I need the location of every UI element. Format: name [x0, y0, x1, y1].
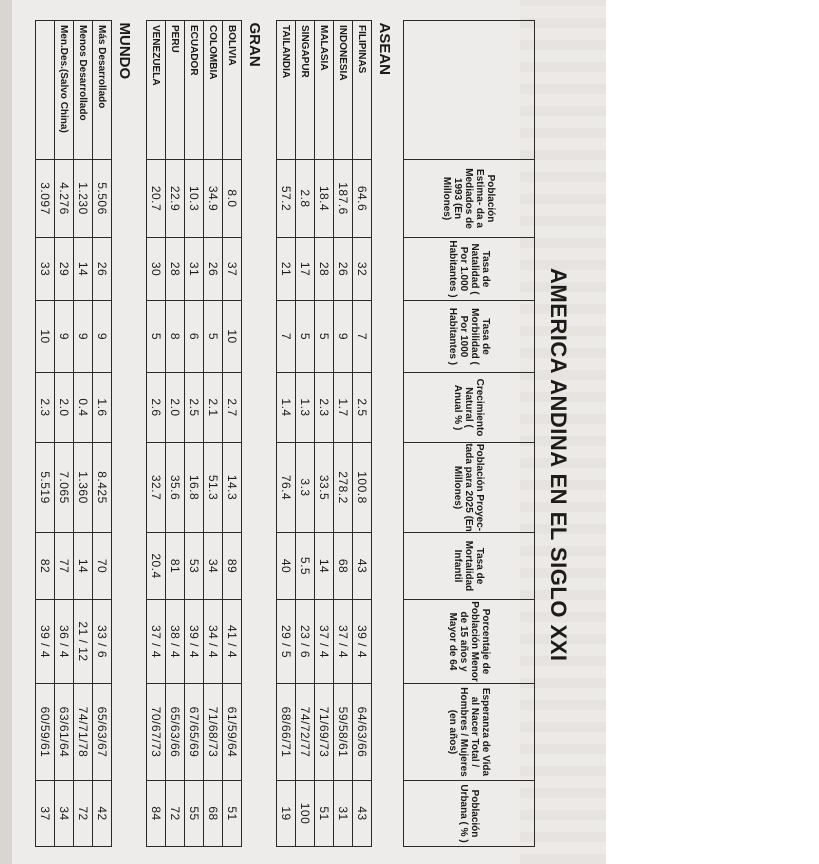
data-cell: 59/58/61	[334, 684, 353, 781]
data-cell: 4.276	[55, 160, 74, 238]
column-header: Porcentaje de Población Menor de 15 años y Mayor de 64	[404, 600, 535, 684]
data-cell: 16.8	[185, 443, 204, 533]
data-cell: 41 / 4	[223, 600, 242, 684]
data-cell: 33 / 6	[93, 600, 112, 684]
row-label: SINGAPUR	[296, 21, 315, 160]
data-cell: 51	[223, 781, 242, 847]
data-cell: 36 / 4	[55, 600, 74, 684]
data-cell: 10.3	[185, 160, 204, 238]
page-margin	[0, 0, 12, 864]
row-label: PERU	[166, 21, 185, 160]
table-row	[36, 21, 55, 847]
data-cell: 38 / 4	[166, 600, 185, 684]
data-cell: 8.0	[223, 160, 242, 238]
data-cell: 7	[353, 301, 372, 373]
row-label: BOLIVIA	[223, 21, 242, 160]
row-label: MALASIA	[315, 21, 334, 160]
section-gap	[138, 21, 147, 847]
data-cell: 1.360	[74, 443, 93, 533]
row-label: Más Desarrollado	[93, 21, 112, 160]
data-cell: 51	[315, 781, 334, 847]
data-cell: 3.097	[36, 160, 55, 238]
data-cell: 9	[55, 301, 74, 373]
gap-cell	[398, 21, 404, 847]
data-cell: 10	[223, 301, 242, 373]
data-cell: 74/71/78	[74, 684, 93, 781]
data-cell: 34.9	[204, 160, 223, 238]
data-cell: 29 / 5	[277, 600, 296, 684]
data-cell: 60/59/61	[36, 684, 55, 781]
data-cell: 20.4	[147, 533, 166, 600]
data-cell: 1.6	[93, 373, 112, 443]
data-cell: 84	[147, 781, 166, 847]
section-label: MUNDO	[116, 22, 134, 80]
data-cell: 9	[93, 301, 112, 373]
data-cell: 34 / 4	[204, 600, 223, 684]
table-row	[353, 21, 372, 847]
data-cell: 32.7	[147, 443, 166, 533]
data-cell: 64.6	[353, 160, 372, 238]
data-cell: 55	[185, 781, 204, 847]
column-header: Esperanza de Vida al Nacer Total / Hombres / Mujeres (en años)	[404, 684, 535, 781]
data-cell: 187.6	[334, 160, 353, 238]
data-table	[35, 20, 535, 847]
data-cell: 2.0	[55, 373, 74, 443]
data-cell: 28	[166, 238, 185, 301]
table-row	[93, 21, 112, 847]
data-cell: 5.506	[93, 160, 112, 238]
data-cell: 26	[204, 238, 223, 301]
column-header: Tasa de Mortalidad Infantil	[404, 533, 535, 600]
data-cell: 8.425	[93, 443, 112, 533]
data-cell: 31	[334, 781, 353, 847]
gap-cell	[138, 21, 147, 847]
row-label: VENEZUELA	[147, 21, 166, 160]
section-label: ASEAN	[376, 22, 394, 76]
data-cell: 26	[93, 238, 112, 301]
table-row	[204, 21, 223, 847]
column-header: Población Urbana ( % )	[404, 781, 535, 847]
data-cell: 51.3	[204, 443, 223, 533]
data-cell: 2.3	[315, 373, 334, 443]
data-cell: 82	[36, 533, 55, 600]
column-header: Crecimiento Natural ( Anual % )	[404, 373, 535, 443]
column-header: Población Proyec- tada para 2025 (En Millones)	[404, 443, 535, 533]
data-cell: 37 / 4	[315, 600, 334, 684]
data-cell: 14	[74, 238, 93, 301]
data-cell: 43	[353, 533, 372, 600]
data-cell: 1.230	[74, 160, 93, 238]
data-cell: 21 / 12	[74, 600, 93, 684]
row-label: COLOMBIA	[204, 21, 223, 160]
data-cell: 43	[353, 781, 372, 847]
data-cell: 100.8	[353, 443, 372, 533]
data-cell: 70	[93, 533, 112, 600]
data-cell: 23 / 6	[296, 600, 315, 684]
data-cell: 53	[185, 533, 204, 600]
data-cell: 9	[334, 301, 353, 373]
data-cell: 0.4	[74, 373, 93, 443]
row-label: TAILANDIA	[277, 21, 296, 160]
data-cell: 89	[223, 533, 242, 600]
data-cell: 65/63/66	[166, 684, 185, 781]
data-cell: 30	[147, 238, 166, 301]
section-gap	[398, 21, 404, 847]
table-row	[55, 21, 74, 847]
data-cell: 20.7	[147, 160, 166, 238]
data-cell: 18.4	[315, 160, 334, 238]
data-cell: 37	[36, 781, 55, 847]
data-cell: 70/67/73	[147, 684, 166, 781]
row-label: INDONESIA	[334, 21, 353, 160]
data-cell: 5.5	[296, 533, 315, 600]
row-label	[36, 21, 55, 160]
data-cell: 71/68/73	[204, 684, 223, 781]
column-header: Tasa de Morbilidad ( Por 1000 Habitantes )	[404, 301, 535, 373]
data-cell: 31	[185, 238, 204, 301]
table-row	[166, 21, 185, 847]
row-label: FILIPINAS	[353, 21, 372, 160]
data-cell: 5	[296, 301, 315, 373]
data-cell: 21	[277, 238, 296, 301]
section-header-row	[372, 21, 399, 847]
data-cell: 64/63/66	[353, 684, 372, 781]
column-header: Tasa de Natalidad ( Por 1.000 Habitantes )	[404, 238, 535, 301]
data-cell: 5.519	[36, 443, 55, 533]
data-cell: 34	[55, 781, 74, 847]
data-cell: 42	[93, 781, 112, 847]
row-label: Men.Des.(Salvo China)	[55, 21, 74, 160]
data-cell: 37 / 4	[334, 600, 353, 684]
data-cell: 39 / 4	[185, 600, 204, 684]
data-cell: 40	[277, 533, 296, 600]
data-cell: 33.5	[315, 443, 334, 533]
data-cell: 77	[55, 533, 74, 600]
data-cell: 100	[296, 781, 315, 847]
data-cell: 3.3	[296, 443, 315, 533]
data-cell: 68	[334, 533, 353, 600]
column-header: Población Estima- da a Mediados de 1993 (En Millones)	[404, 160, 535, 238]
data-cell: 35.6	[166, 443, 185, 533]
section-gap	[268, 21, 277, 847]
data-cell: 22.9	[166, 160, 185, 238]
table-row	[223, 21, 242, 847]
data-cell: 37	[223, 238, 242, 301]
data-cell: 71/69/73	[315, 684, 334, 781]
data-cell: 278.2	[334, 443, 353, 533]
data-cell: 68	[204, 781, 223, 847]
data-cell: 74/72/77	[296, 684, 315, 781]
data-cell: 6	[185, 301, 204, 373]
section-label-cell	[112, 21, 139, 847]
data-cell: 17	[296, 238, 315, 301]
data-cell: 8	[166, 301, 185, 373]
data-cell: 65/63/67	[93, 684, 112, 781]
data-cell: 81	[166, 533, 185, 600]
data-cell: 34	[204, 533, 223, 600]
data-cell: 72	[74, 781, 93, 847]
data-cell: 67/65/69	[185, 684, 204, 781]
table-row	[296, 21, 315, 847]
data-cell: 2.7	[223, 373, 242, 443]
data-cell: 2.3	[36, 373, 55, 443]
table-row	[334, 21, 353, 847]
data-cell: 57.2	[277, 160, 296, 238]
data-cell: 14	[315, 533, 334, 600]
data-cell: 14	[74, 533, 93, 600]
section-label-cell	[242, 21, 269, 847]
data-cell: 32	[353, 238, 372, 301]
data-cell: 9	[74, 301, 93, 373]
data-cell: 1.4	[277, 373, 296, 443]
data-cell: 37 / 4	[147, 600, 166, 684]
data-cell: 61/59/64	[223, 684, 242, 781]
data-cell: 2.1	[204, 373, 223, 443]
data-cell: 2.5	[185, 373, 204, 443]
table-row	[277, 21, 296, 847]
table-title: AMERICA ANDINA EN EL SIGLO XXI	[546, 268, 571, 662]
data-cell: 68/66/71	[277, 684, 296, 781]
row-label: ECUADOR	[185, 21, 204, 160]
data-cell: 39 / 4	[36, 600, 55, 684]
data-cell: 39 / 4	[353, 600, 372, 684]
section-label-cell	[372, 21, 399, 847]
section-header-row	[242, 21, 269, 847]
rotated-table-block	[12, 0, 583, 864]
section-header-row	[112, 21, 139, 847]
data-cell: 29	[55, 238, 74, 301]
table-row	[74, 21, 93, 847]
row-label: Menos Desarrollado	[74, 21, 93, 160]
data-cell: 19	[277, 781, 296, 847]
data-cell: 5	[147, 301, 166, 373]
data-cell: 2.0	[166, 373, 185, 443]
data-cell: 5	[204, 301, 223, 373]
table-row	[185, 21, 204, 847]
data-cell: 7	[277, 301, 296, 373]
data-cell: 33	[36, 238, 55, 301]
gap-cell	[268, 21, 277, 847]
data-cell: 76.4	[277, 443, 296, 533]
data-cell: 2.5	[353, 373, 372, 443]
header-row	[404, 21, 535, 847]
data-cell: 10	[36, 301, 55, 373]
table-row	[147, 21, 166, 847]
data-cell: 1.7	[334, 373, 353, 443]
data-cell: 63/61/64	[55, 684, 74, 781]
data-cell: 26	[334, 238, 353, 301]
data-cell: 28	[315, 238, 334, 301]
data-cell: 2.6	[147, 373, 166, 443]
column-header	[404, 21, 535, 160]
data-cell: 1.3	[296, 373, 315, 443]
data-cell: 2.8	[296, 160, 315, 238]
data-cell: 72	[166, 781, 185, 847]
data-cell: 7.065	[55, 443, 74, 533]
section-label: GRAN	[246, 22, 264, 67]
table-row	[315, 21, 334, 847]
data-cell: 5	[315, 301, 334, 373]
data-cell: 14.3	[223, 443, 242, 533]
